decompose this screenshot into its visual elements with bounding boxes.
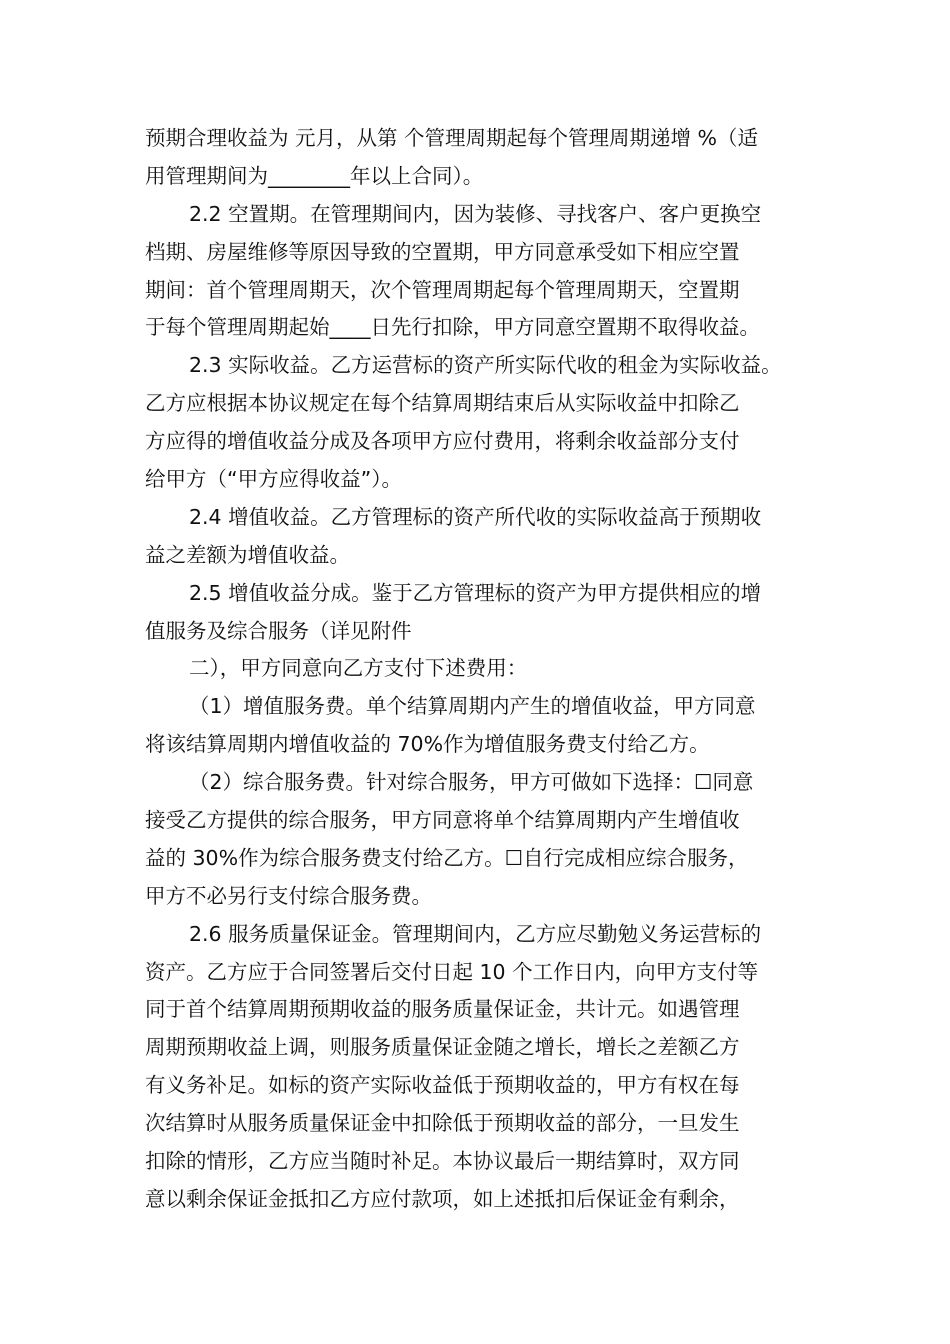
- document-body: [145, 120, 813, 1219]
- text-line: （1）增值服务费。单个结算周期内产生的增值收益，甲方同意: [189, 694, 756, 719]
- text-line: 用管理期间为________年以上合同）。: [145, 163, 484, 188]
- text-line: 意以剩余保证金抵扣乙方应付款项，如上述抵扣后保证金有剩余，: [145, 1186, 740, 1211]
- text-line: 乙方应根据本协议规定在每个结算周期结束后从实际收益中扣除乙: [145, 391, 740, 416]
- text-line: 预期合理收益为 元月，从第 个管理周期起每个管理周期递增 %（适: [145, 126, 759, 150]
- text-line: 扣除的情形，乙方应当随时补足。本协议最后一期结算时，双方同: [145, 1149, 740, 1174]
- text-line: 益的 30%作为综合服务费支付给乙方。☐自行完成相应综合服务，: [145, 845, 749, 870]
- text-line: 方应得的增值收益分成及各项甲方应付费用，将剩余收益部分支付: [145, 429, 740, 454]
- text-line: 给甲方（“甲方应得收益”）。: [145, 467, 402, 492]
- text-line: 接受乙方提供的综合服务，甲方同意将单个结算周期内产生增值收: [145, 808, 740, 833]
- text-line: 同于首个结算周期预期收益的服务质量保证金，共计元。如遇管理: [145, 997, 740, 1022]
- text-line: 值服务及综合服务（详见附件: [145, 618, 412, 643]
- text-line: 2.6 服务质量保证金。管理期间内，乙方应尽勤勉义务运营标的: [189, 921, 762, 946]
- text-line: 次结算时从服务质量保证金中扣除低于预期收益的部分，一旦发生: [145, 1111, 740, 1136]
- text-line: （2）综合服务费。针对综合服务，甲方可做如下选择：☐同意: [189, 770, 754, 795]
- text-line: 二），甲方同意向乙方支付下述费用：: [189, 656, 528, 681]
- text-line: 将该结算周期内增值收益的 70%作为增值服务费支付给乙方。: [145, 732, 710, 757]
- text-line: 有义务补足。如标的资产实际收益低于预期收益的，甲方有权在每: [145, 1073, 740, 1098]
- text-line: 期间：首个管理周期天，次个管理周期起每个管理周期天，空置期: [145, 277, 740, 302]
- text-line: 益之差额为增值收益。: [145, 542, 350, 567]
- text-line: 2.5 增值收益分成。鉴于乙方管理标的资产为甲方提供相应的增: [189, 580, 762, 605]
- text-line: 甲方不必另行支付综合服务费。: [145, 883, 432, 908]
- text-line: 周期预期收益上调，则服务质量保证金随之增长，增长之差额乙方: [145, 1035, 740, 1060]
- text-line: 资产。乙方应于合同签署后交付日起 10 个工作日内，向甲方支付等: [145, 959, 759, 984]
- text-line: 2.2 空置期。在管理期间内，因为装修、寻找客户、客户更换空: [189, 201, 762, 226]
- text-line: 档期、房屋维修等原因导致的空置期，甲方同意承受如下相应空置: [145, 239, 740, 264]
- text-line: 2.3 实际收益。乙方运营标的资产所实际代收的租金为实际收益。: [189, 353, 782, 378]
- text-line: 于每个管理周期起始____日先行扣除，甲方同意空置期不取得收益。: [145, 315, 760, 340]
- text-line: 2.4 增值收益。乙方管理标的资产所代收的实际收益高于预期收: [189, 504, 762, 529]
